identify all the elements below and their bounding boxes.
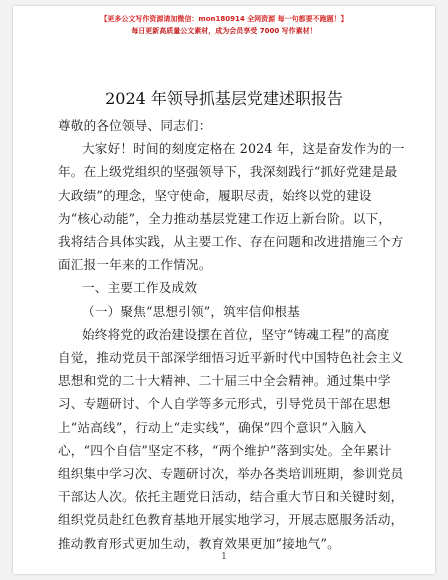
subsection-heading: （一）聚焦“思想引领”，筑牢信仰根基 — [82, 303, 300, 319]
paragraph-line: 习、专题研讨、个人自学等多元形式，引导党员干部在思想 — [58, 396, 391, 412]
paragraph-line: 上“站高线”，行动上“走实线”，确保“四个意识”入脑入 — [58, 419, 367, 435]
paragraph-line: 为“核心动能”，全力推动基层党建工作迈上新台阶。以下， — [58, 210, 392, 226]
paragraph-line: 干部达人次。依托主题党日活动，结合重大节日和关键时刻， — [58, 489, 404, 505]
paragraph-line: 始终将党的政治建设摆在首位，坚守“铸魂工程”的高度 — [82, 326, 390, 342]
paragraph-line: 组织党员赴红色教育基地开展实地学习，开展志愿服务活动， — [58, 512, 404, 528]
promo-banner-line-1: 【更多公文写作资源请加微信：mon180914 全网资源 每一句都要不跑题！】 — [100, 15, 348, 23]
paragraph-line: 推动教育形式更加生动，教育效果更加“接地气”。 — [58, 535, 340, 551]
salutation: 尊敬的各位领导、同志们： — [58, 118, 212, 133]
page-number: 1 — [221, 552, 227, 562]
paragraph-line: 自觉，推动党员干部深学细悟习近平新时代中国特色社会主义 — [58, 350, 404, 365]
document-title: 2024 年领导抓基层党建述职报告 — [105, 89, 343, 108]
promo-banner-line-2: 每日更新高质量公文素材，成为会员享受 7000 写作素材！ — [131, 27, 317, 35]
paragraph-line: 大政绩”的理念，坚守使命，履职尽责，始终以党的建设 — [58, 187, 372, 203]
promo-banner — [13, 13, 435, 37]
document-page — [13, 6, 435, 574]
paragraph-line: 年。在上级党组织的坚强领导下，我深刻践行“抓好党建是最 — [58, 164, 398, 180]
paragraph-line: 思想和党的二十大精神、二十届三中全会精神。通过集中学 — [58, 373, 391, 389]
paragraph-line: 心，“四个自信”坚定不移，“两个维护”落到实处。全年累计 — [58, 442, 392, 458]
paragraph-line: 大家好！时间的刻度定格在 2024 年，这是奋发作为的一 — [82, 141, 405, 157]
paragraph-line: 我将结合具体实践，从主要工作、存在问题和改进措施三个方 — [58, 234, 404, 249]
section-heading: 一、主要工作及成效 — [82, 280, 198, 296]
paragraph-line: 面汇报一年来的工作情况。 — [58, 257, 212, 273]
paragraph-line: 组织集中学习次、专题研讨次，举办各类培训班期，参训党员 — [58, 466, 404, 481]
